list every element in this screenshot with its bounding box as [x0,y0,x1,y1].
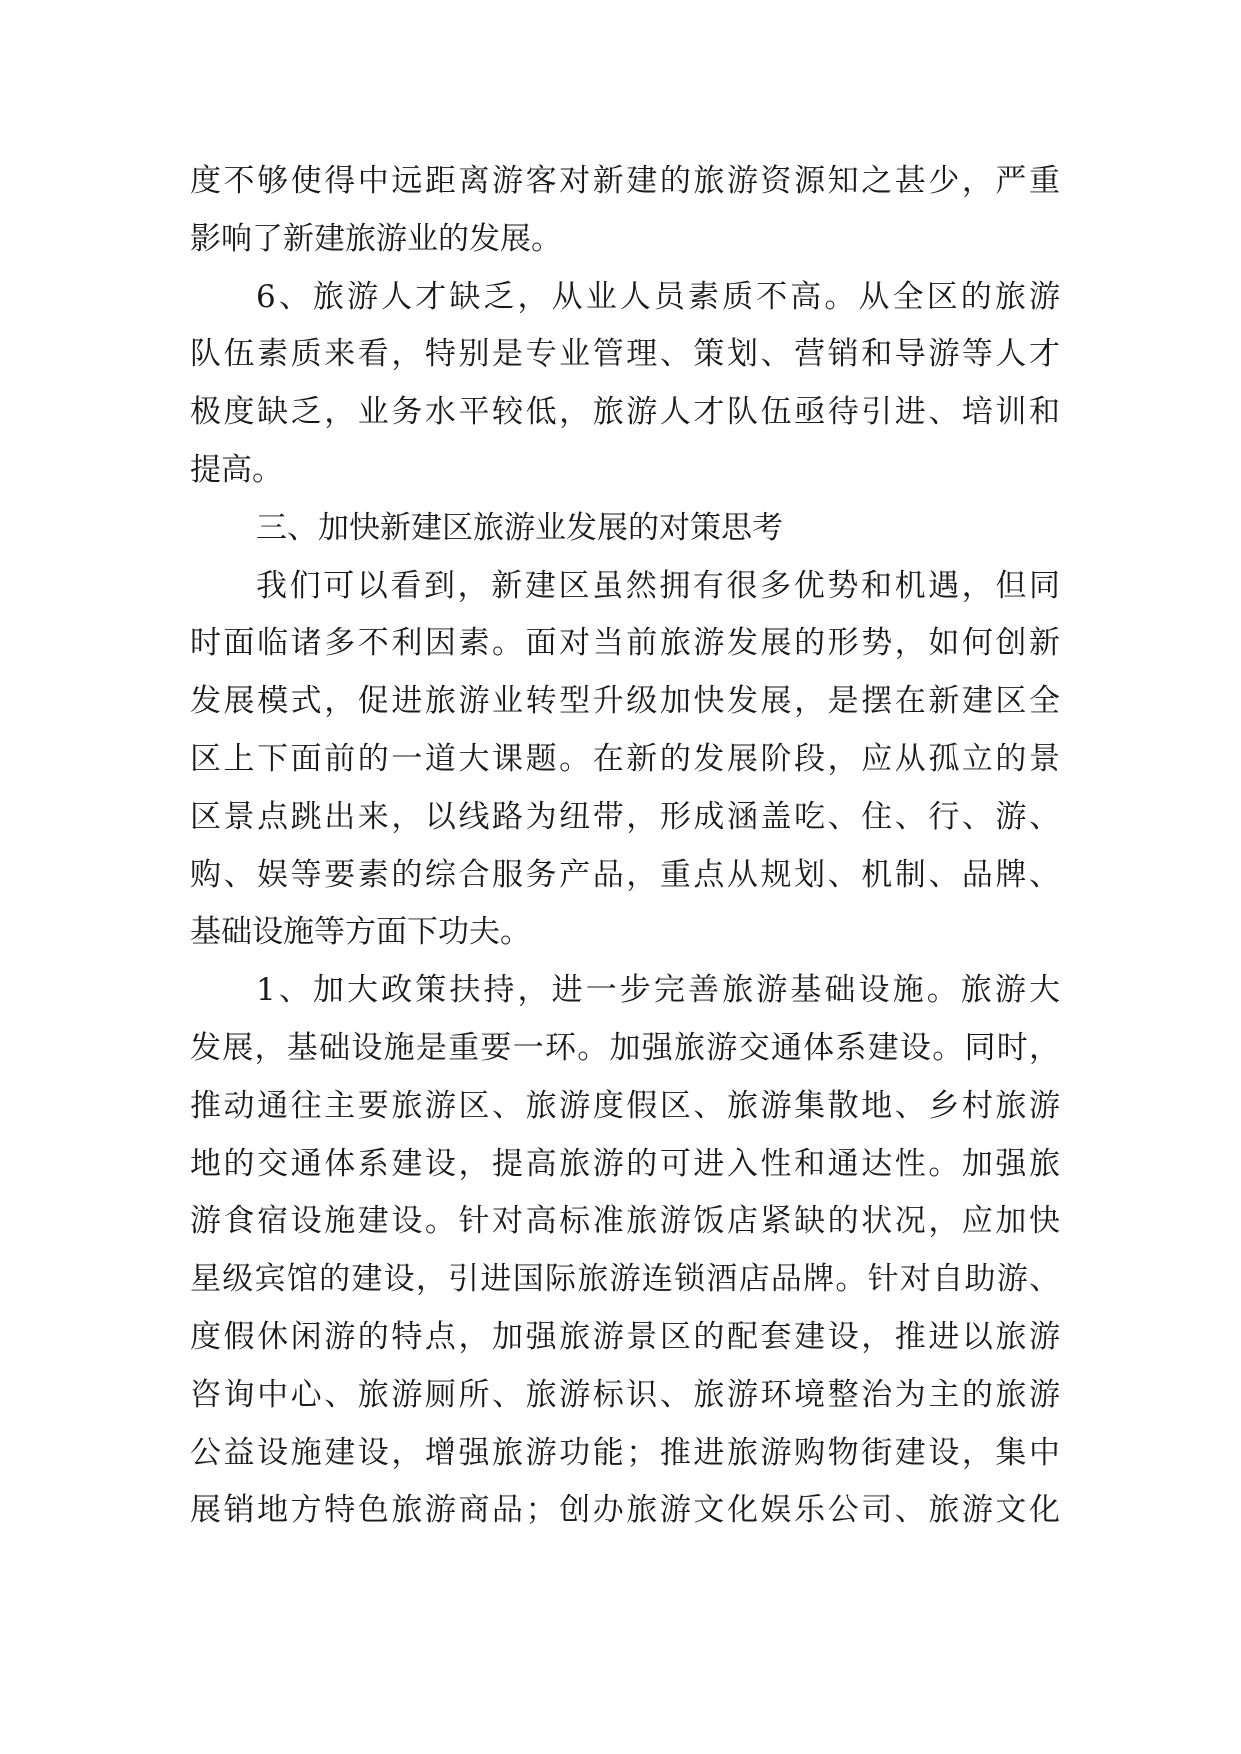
text-line: 发展模式，促进旅游业转型升级加快发展，是摆在新建区全 [190,683,1060,720]
text-line: 推动通往主要旅游区、旅游度假区、旅游集散地、乡村旅游 [190,1087,1060,1124]
text-line: 基础设施等方面下功夫。 [190,914,531,951]
text-line: 区景点跳出来，以线路为纽带，形成涵盖吃、住、行、游、 [190,798,1060,835]
text-line: 影响了新建旅游业的发展。 [190,220,562,257]
text-line: 咨询中心、旅游厕所、旅游标识、旅游环境整治为主的旅游 [190,1376,1060,1413]
text-line: 展销地方特色旅游商品；创办旅游文化娱乐公司、旅游文化 [190,1492,1060,1529]
text-line: 三、加快新建区旅游业发展的对策思考 [256,509,783,546]
text-line: 我们可以看到，新建区虽然拥有很多优势和机遇，但同 [256,567,1060,604]
text-line: 1、加大政策扶持，进一步完善旅游基础设施。旅游大 [256,972,1060,1009]
text-line: 星级宾馆的建设，引进国际旅游连锁酒店品牌。针对自助游、 [190,1261,1060,1298]
text-line: 6、旅游人才缺乏，从业人员素质不高。从全区的旅游 [256,278,1060,315]
text-line: 度假休闲游的特点，加强旅游景区的配套建设，推进以旅游 [190,1318,1060,1355]
text-line: 公益设施建设，增强旅游功能；推进旅游购物街建设，集中 [190,1434,1060,1471]
text-line: 度不够使得中远距离游客对新建的旅游资源知之甚少，严重 [190,163,1060,199]
text-line: 游食宿设施建设。针对高标准旅游饭店紧缺的状况，应加快 [190,1203,1060,1240]
text-line: 时面临诸多不利因素。面对当前旅游发展的形势，如何创新 [190,625,1060,662]
text-line: 提高。 [190,451,283,488]
text-line: 发展，基础设施是重要一环。加强旅游交通体系建设。同时， [190,1029,1060,1066]
text-line: 队伍素质来看，特别是专业管理、策划、营销和导游等人才 [190,336,1060,373]
document-body [190,153,1060,1540]
text-line: 地的交通体系建设，提高旅游的可进入性和通达性。加强旅 [190,1145,1060,1182]
text-line: 极度缺乏，业务水平较低，旅游人才队伍亟待引进、培训和 [190,394,1060,431]
text-line: 区上下面前的一道大课题。在新的发展阶段，应从孤立的景 [190,740,1060,777]
text-line: 购、娱等要素的综合服务产品，重点从规划、机制、品牌、 [190,856,1060,893]
